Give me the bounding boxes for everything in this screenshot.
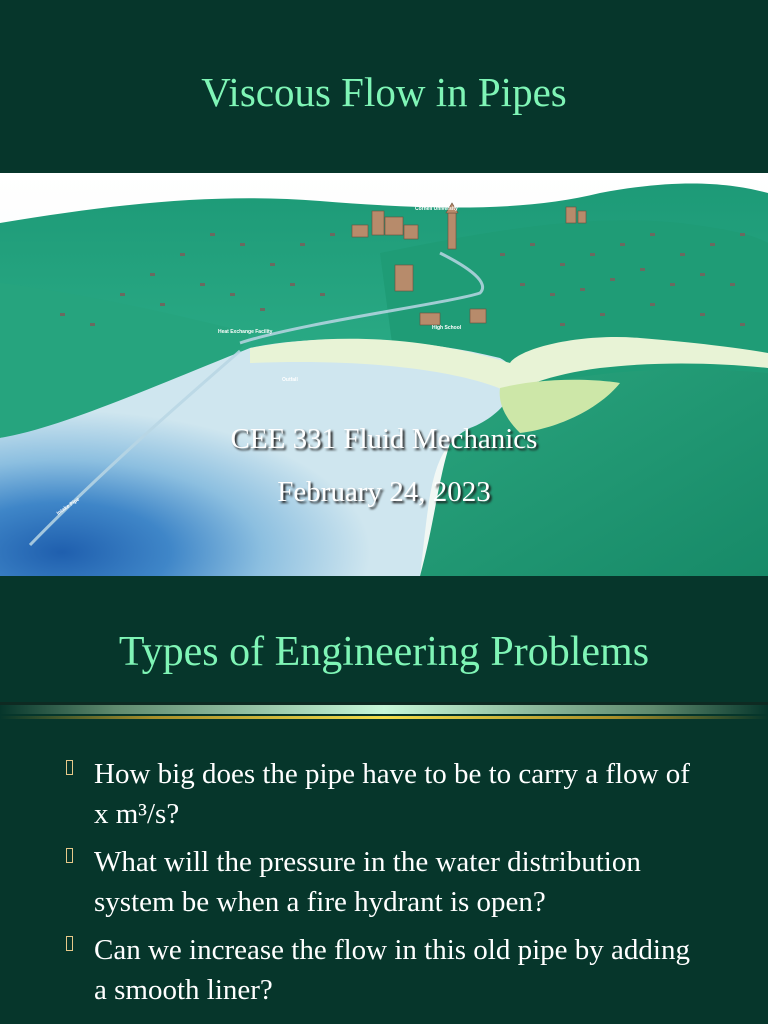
lake-source-cooling-illustration xyxy=(0,173,768,576)
slide-title: Viscous Flow in Pipes xyxy=(201,69,567,115)
bullet-text: What will the pressure in the water distribution system be when a fire hydrant is open? xyxy=(94,846,641,918)
slide-2 xyxy=(0,578,768,1024)
bullet-text: How big does the pipe have to be to carry a flow of x m³/s? xyxy=(94,758,690,830)
bullet-marker-icon xyxy=(66,936,73,951)
list-item xyxy=(0,754,768,834)
map-label-high-school: High School xyxy=(432,325,462,331)
lecture-date: February 24, 2023 xyxy=(277,476,491,508)
bullet-marker-icon xyxy=(66,848,73,863)
problem-list xyxy=(0,754,768,1018)
slide-title: Types of Engineering Problems xyxy=(118,629,650,675)
bullet-marker-icon xyxy=(66,760,73,775)
list-item xyxy=(0,930,768,1010)
map-label-outfall: Outfall xyxy=(282,377,298,383)
list-item xyxy=(0,842,768,922)
title-divider xyxy=(0,702,768,722)
map-label-university: Cornell University xyxy=(415,206,458,212)
map-label-heat-exchange: Heat Exchange Facility xyxy=(218,329,273,335)
map-label-intake: Intake Pipe xyxy=(55,496,81,517)
course-name: CEE 331 Fluid Mechanics xyxy=(230,423,538,455)
bullet-text: Can we increase the flow in this old pipe by adding a smooth liner? xyxy=(94,934,690,1006)
